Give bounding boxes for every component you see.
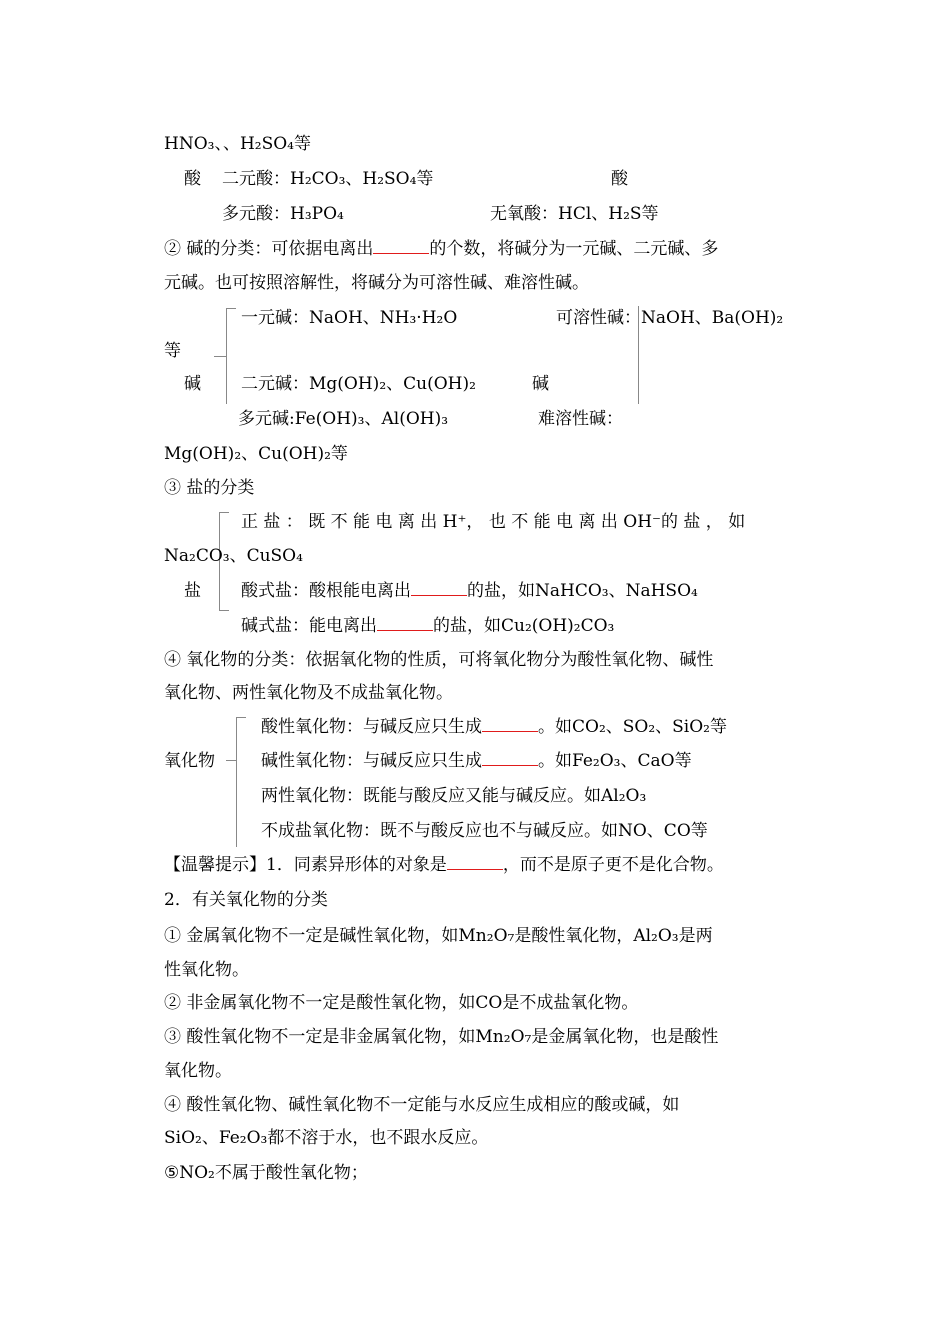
tip-1 <box>164 857 724 874</box>
brace-tick <box>236 717 246 718</box>
acid-polybasic: 多元酸：H₃PO₄ <box>222 204 344 224</box>
base-soluble: 可溶性碱：NaOH、Ba(OH)₂ <box>556 308 784 328</box>
base-brace-right <box>628 306 639 404</box>
oxide-acidic-b: 。如CO₂、SO₂、SiO₂等 <box>538 717 727 737</box>
salt-acidic <box>241 583 698 600</box>
answer-blank[interactable] <box>411 595 467 596</box>
salt-acidic-a: 酸式盐：酸根能电离出 <box>241 581 411 601</box>
tip-point-4a: ④ 酸性氧化物、碱性氧化物不一定能与水反应生成相应的酸或碱，如 <box>164 1095 680 1115</box>
acid-line-1: HNO₃、、H₂SO₄等 <box>164 134 311 154</box>
base-brace-upper <box>226 308 227 356</box>
oxide-basic-b: 。如Fe₂O₃、CaO等 <box>538 751 692 771</box>
salt-acidic-b: 的盐，如NaHCO₃、NaHSO₄ <box>467 581 698 601</box>
acid-oxygen-free: 无氧酸：HCl、H₂S等 <box>490 204 659 224</box>
base-intro-line-2: 元碱。也可按照溶解性，将碱分为可溶性碱、难溶性碱。 <box>164 273 589 293</box>
tip-point-5: ⑤NO₂不属于酸性氧化物； <box>164 1163 368 1183</box>
brace-tick <box>226 760 236 761</box>
tip-point-2: ② 非金属氧化物不一定是酸性氧化物，如CO是不成盐氧化物。 <box>164 993 639 1013</box>
tip-1-a: 【温馨提示】1．同素异形体的对象是 <box>164 855 447 875</box>
oxide-acidic-a: 酸性氧化物：与碱反应只生成 <box>261 717 482 737</box>
answer-blank[interactable] <box>377 630 433 631</box>
base-mono: 一元碱：NaOH、NH₃·H₂O <box>241 308 458 328</box>
base-intro-a: ② 碱的分类：可依据电离出 <box>164 239 374 259</box>
base-intro-line-1 <box>164 241 718 258</box>
tip-point-1a: ① 金属氧化物不一定是碱性氧化物，如Mn₂O₇是酸性氧化物，Al₂O₃是两 <box>164 926 713 946</box>
tip-point-3b: 氧化物。 <box>164 1061 232 1081</box>
base-deng: 等 <box>164 341 181 361</box>
base-di: 二元碱：Mg(OH)₂、Cu(OH)₂ <box>241 374 476 394</box>
oxide-non-salt: 不成盐氧化物：既不与酸反应也不与碱反应。如NO、CO等 <box>261 821 708 841</box>
base-insoluble-cont: Mg(OH)₂、Cu(OH)₂等 <box>164 444 348 464</box>
oxide-label: 氧化物 <box>164 751 215 771</box>
tip-1-b: ，而不是原子更不是化合物。 <box>502 855 724 875</box>
salt-normal: 正 盐 ： 既 不 能 电 离 出 H⁺， 也 不 能 电 离 出 OH⁻的 盐 ， 如 <box>241 512 746 532</box>
acid-label-right: 酸 <box>611 169 628 189</box>
tip-point-4b: SiO₂、Fe₂O₃都不溶于水，也不跟水反应。 <box>164 1128 489 1148</box>
brace-tick <box>219 512 229 513</box>
salt-basic-b: 的盐，如Cu₂(OH)₂CO₃ <box>433 616 615 636</box>
oxide-intro-1: ④ 氧化物的分类：依据氧化物的性质，可将氧化物分为酸性氧化物、碱性 <box>164 650 714 670</box>
answer-blank[interactable] <box>447 869 503 870</box>
oxide-intro-2: 氧化物、两性氧化物及不成盐氧化物。 <box>164 683 453 703</box>
oxide-brace <box>236 717 237 847</box>
brace-tick <box>226 308 236 309</box>
oxide-acidic <box>261 719 727 736</box>
salt-normal-cont: Na₂CO₃、CuSO₄ <box>164 546 303 566</box>
base-intro-b: 的个数，将碱分为一元碱、二元碱、多 <box>429 239 719 259</box>
oxide-basic-a: 碱性氧化物：与碱反应只生成 <box>261 751 482 771</box>
salt-label: 盐 <box>184 581 201 601</box>
tip-point-1b: 性氧化物。 <box>164 960 249 980</box>
base-label-right: 碱 <box>532 374 549 394</box>
oxide-basic <box>261 753 692 770</box>
brace-tick <box>214 356 226 357</box>
brace-tick <box>219 610 229 611</box>
salt-basic <box>241 618 614 635</box>
salt-basic-a: 碱式盐：能电离出 <box>241 616 377 636</box>
base-label: 碱 <box>184 374 201 394</box>
base-poly: 多元碱:Fe(OH)₃、Al(OH)₃ <box>238 409 449 429</box>
answer-blank[interactable] <box>482 731 538 732</box>
answer-blank[interactable] <box>482 765 538 766</box>
tip-point-3a: ③ 酸性氧化物不一定是非金属氧化物，如Mn₂O₇是金属氧化物，也是酸性 <box>164 1027 719 1047</box>
tip-2: 2．有关氧化物的分类 <box>164 890 328 910</box>
base-brace-lower <box>226 356 227 404</box>
oxide-amphoteric: 两性氧化物：既能与酸反应又能与碱反应。如Al₂O₃ <box>261 786 647 806</box>
base-insoluble: 难溶性碱： <box>538 409 623 429</box>
acid-label: 酸 <box>184 169 201 189</box>
answer-blank[interactable] <box>373 253 429 254</box>
salt-title: ③ 盐的分类 <box>164 478 255 498</box>
acid-dibasic: 二元酸：H₂CO₃、H₂SO₄等 <box>222 169 434 189</box>
